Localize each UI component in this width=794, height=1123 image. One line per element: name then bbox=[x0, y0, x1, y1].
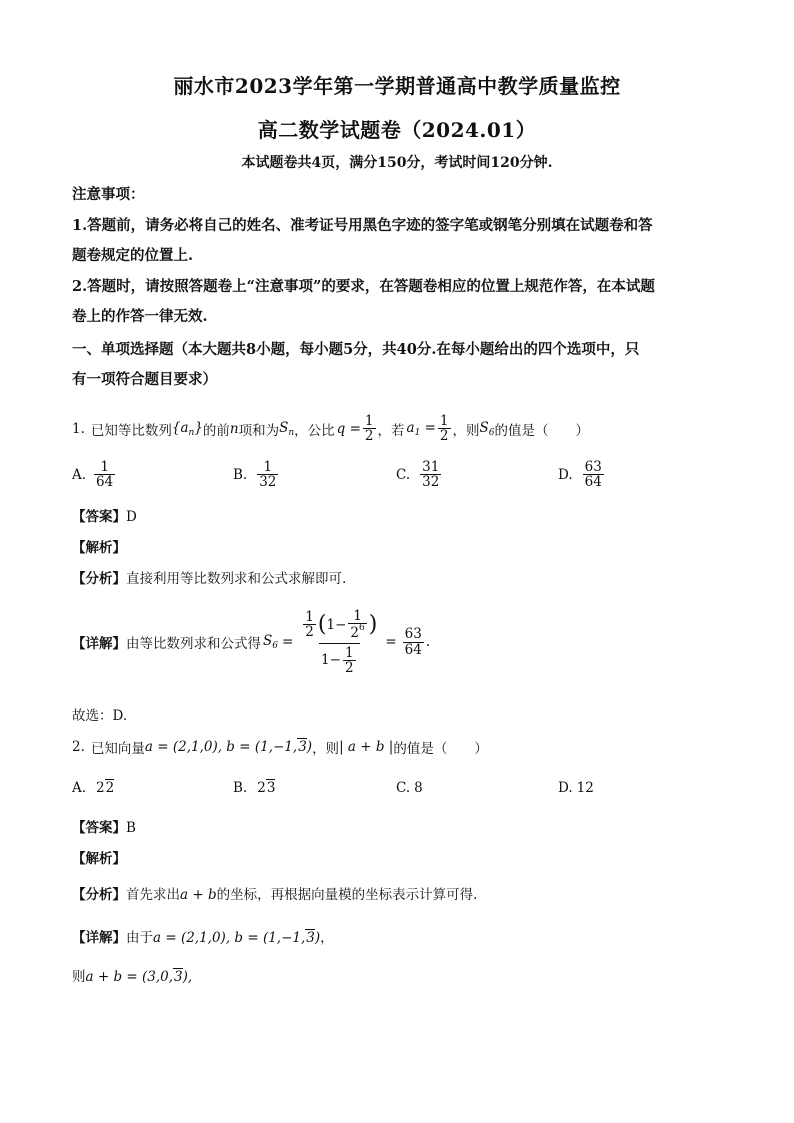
exam-title-line1: 丽水市2023学年第一学期普通高中教学质量监控 bbox=[173, 74, 621, 98]
q1-a1: $a_1$ = bbox=[406, 419, 436, 438]
q2-number: 2. bbox=[72, 739, 85, 755]
option-frac: $\frac{31}{32}$ bbox=[422, 459, 440, 491]
question-2 bbox=[72, 737, 488, 757]
q1-n: n bbox=[229, 420, 239, 437]
note-item1-line2: 题卷规定的位置上. bbox=[72, 247, 194, 264]
q2-vectors: a = (2,1,0), b = (1,−1,3) bbox=[144, 739, 313, 755]
q1-conclusion: 故选：D. bbox=[72, 708, 128, 724]
q1-detail: 【详解】 由等比数列求和公式得 $S_6$ = $\frac{1}{2}$ ( 1− $\frac{1}{2^6}$ ) 1− $\frac{1}{2}$ = $\frac{63}{64}$ . bbox=[72, 608, 431, 676]
q1-answer: 【答案】D bbox=[72, 509, 137, 525]
question-1 bbox=[72, 414, 589, 443]
q2-text-c: 的值是（ ） bbox=[393, 741, 488, 757]
q1-analysis-tag: 【解析】 bbox=[72, 540, 126, 556]
q1-q-frac: $\frac{1}{2}$ bbox=[364, 413, 374, 445]
q2-abs: | a + b | bbox=[339, 739, 394, 755]
q1-text-d: ，公比 bbox=[294, 422, 335, 439]
q2-option-a: A. 22 bbox=[72, 780, 115, 796]
q1-text-b: 的前 bbox=[202, 422, 230, 439]
q1-option-d bbox=[558, 460, 606, 489]
option-frac: $\frac{1}{64}$ bbox=[96, 459, 114, 491]
option-label: C. bbox=[396, 466, 411, 483]
q1-option-b bbox=[233, 460, 280, 489]
q2-fenxi: 【分析】首先求出a + b的坐标，再根据向量模的坐标表示计算可得. bbox=[72, 887, 478, 903]
q1-text-g: 的值是（ ） bbox=[494, 422, 589, 439]
q1-text-f: ，则 bbox=[452, 422, 480, 439]
option-label: D. bbox=[558, 466, 573, 483]
note-item1-line1: 1.答题前，请务必将自己的姓名、准考证号用黑色字迹的签字笔或钢笔分别填在试题卷和答 bbox=[72, 217, 653, 234]
q1-sn: $S_n$ bbox=[279, 419, 295, 438]
q1-option-c bbox=[396, 460, 443, 489]
exam-info: 本试题卷共4页，满分150分，考试时间120分钟. bbox=[241, 155, 553, 171]
section1-line2: 有一项符合题目要求） bbox=[72, 371, 217, 388]
q1-option-a bbox=[72, 460, 117, 489]
formula-main-frac: $\frac{1}{2}$ ( 1− $\frac{1}{2^6}$ ) 1− $\frac{1}{2}$ bbox=[305, 608, 378, 676]
option-label: A. bbox=[72, 466, 87, 483]
q2-text-a: 已知向量 bbox=[90, 741, 145, 757]
q2-text-b: ，则 bbox=[312, 741, 340, 757]
q2-option-d: D. 12 bbox=[558, 780, 594, 796]
section1-line1: 一、单项选择题（本大题共8小题，每小题5分，共40分.在每小题给出的四个选项中，只 bbox=[72, 341, 640, 358]
q1-s6: $S_6$ bbox=[479, 419, 495, 438]
notes-heading: 注意事项： bbox=[72, 186, 145, 203]
formula-lhs: $S_6$ bbox=[263, 633, 278, 651]
q1-number: 1. bbox=[72, 420, 85, 437]
note-item2-line2: 卷上的作答一律无效. bbox=[72, 308, 208, 325]
option-frac: $\frac{1}{32}$ bbox=[259, 459, 277, 491]
q1-q-lhs: q = bbox=[336, 420, 361, 437]
q1-seq: $\{a_n\}$ bbox=[171, 419, 203, 438]
option-frac: $\frac{63}{64}$ bbox=[584, 459, 602, 491]
q2-option-b: B. 23 bbox=[233, 780, 276, 796]
q2-option-c: C. 8 bbox=[396, 780, 423, 796]
q1-text-e: ，若 bbox=[377, 422, 405, 439]
q1-fenxi: 【分析】直接利用等比数列求和公式求解即可. bbox=[72, 571, 347, 587]
q1-text-c: 项和为 bbox=[238, 422, 280, 439]
exam-title-line2: 高二数学试题卷（2024.01） bbox=[257, 118, 537, 142]
q2-sum: 则a + b = (3,0,3), bbox=[72, 969, 193, 985]
q1-text-a: 已知等比数列 bbox=[90, 422, 172, 439]
q1-a1-frac: $\frac{1}{2}$ bbox=[439, 413, 449, 445]
q2-analysis-tag: 【解析】 bbox=[72, 851, 126, 867]
q2-detail: 【详解】由于a = (2,1,0), b = (1,−1,3)， bbox=[72, 930, 334, 946]
note-item2-line1: 2.答题时，请按照答题卷上“注意事项”的要求，在答题卷相应的位置上规范作答，在本试题 bbox=[72, 278, 655, 295]
q2-answer: 【答案】B bbox=[72, 820, 136, 836]
formula-result: $\frac{63}{64}$ bbox=[404, 626, 422, 658]
option-label: B. bbox=[233, 466, 248, 483]
